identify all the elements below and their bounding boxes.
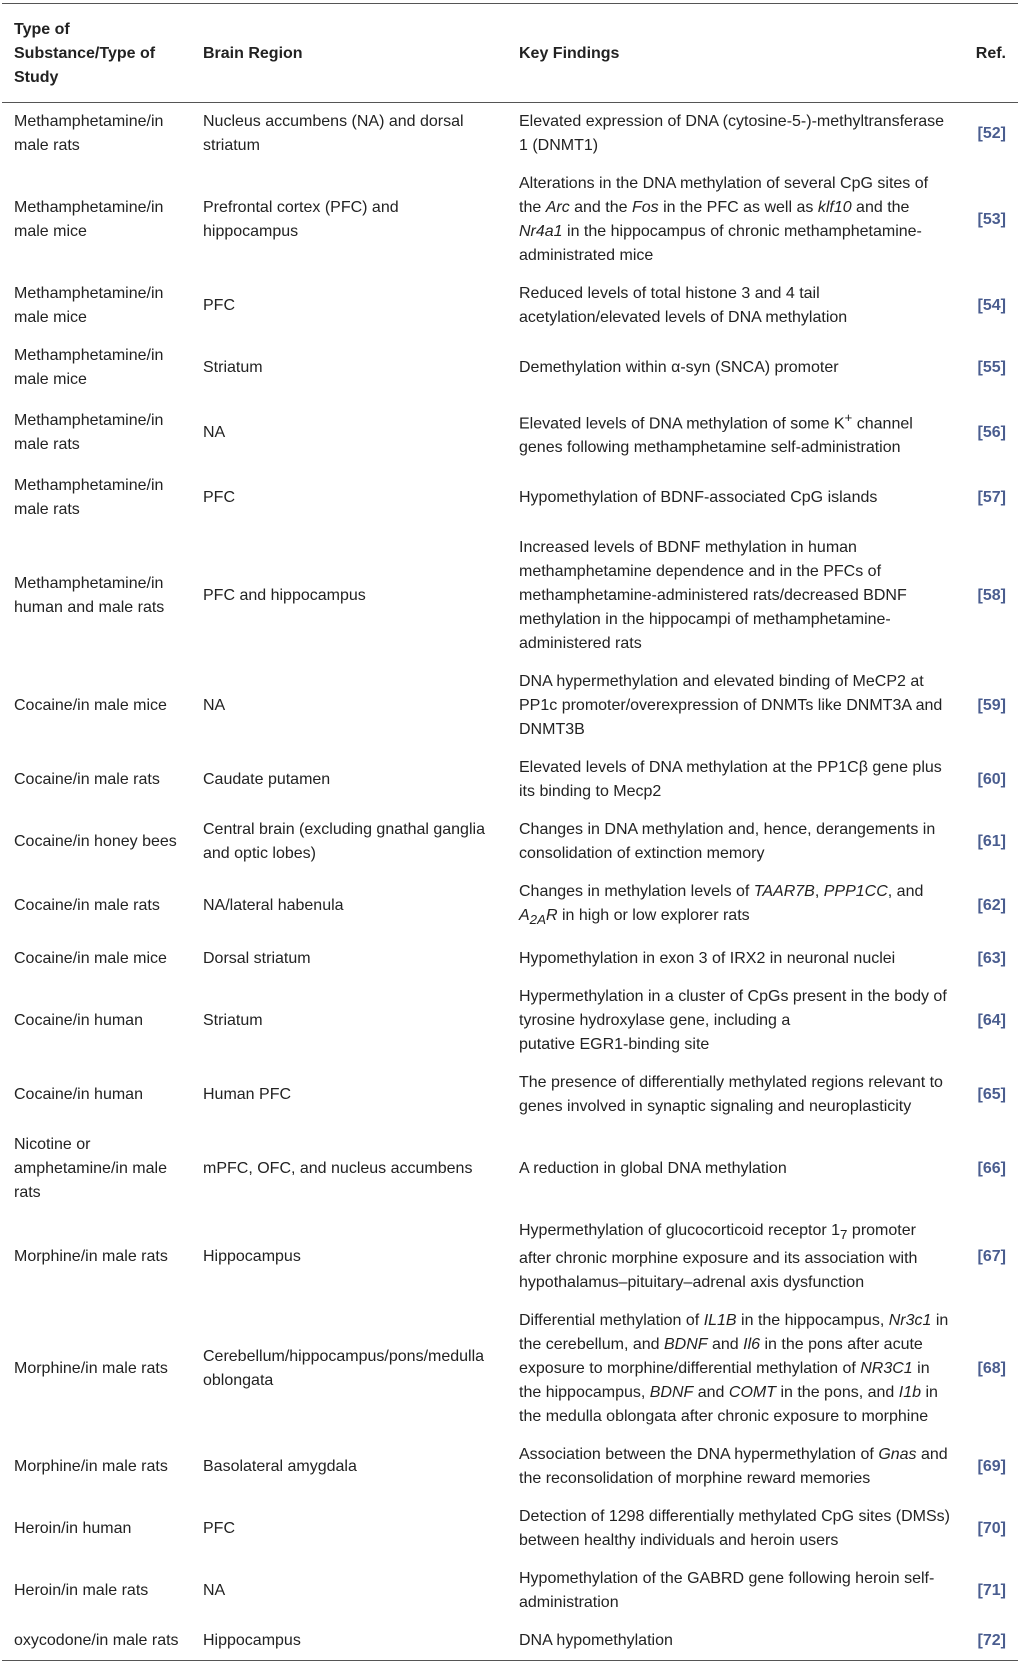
- substance-cell: Methamphetamine/in male rats: [14, 113, 164, 154]
- table-row: [2, 1212, 1018, 1302]
- substance-cell: Nicotine or amphetamine/in male rats: [14, 1135, 167, 1201]
- findings-cell: Elevated levels of DNA methylation of some K+ channel genes following methamphetamine self-administration: [519, 410, 913, 457]
- gene-name: Fos: [631, 199, 659, 216]
- table-row: [2, 1126, 1018, 1212]
- substance-cell: Cocaine/in male mice: [14, 949, 167, 967]
- table-row: [2, 1064, 1018, 1126]
- substance-cell: Cocaine/in honey bees: [14, 833, 177, 851]
- findings-cell: The presence of differentially methylated regions relevant to genes involved in synaptic signaling and neuroplasticity: [519, 1073, 943, 1115]
- header-region: Brain Region: [191, 4, 507, 103]
- region-cell: Human PFC: [203, 1085, 292, 1103]
- table-row: [2, 103, 1018, 166]
- region-cell: NA: [203, 697, 226, 715]
- ref-link[interactable]: [57]: [977, 489, 1006, 507]
- ref-link[interactable]: [61]: [977, 833, 1006, 851]
- region-cell: PFC: [203, 297, 235, 314]
- substance-cell: Cocaine/in human: [14, 1085, 143, 1103]
- gene-name: Nr3c1: [888, 1311, 932, 1329]
- findings-cell: DNA hypomethylation: [519, 1631, 673, 1649]
- table-row: [2, 399, 1018, 467]
- gene-name: Il6: [743, 1335, 761, 1353]
- region-cell: Central brain (excluding gnathal ganglia and optic lobes): [203, 821, 485, 863]
- table-row: [2, 1560, 1018, 1622]
- findings-cell: Hypermethylation of glucocorticoid receptor $1_7$ promoter after chronic morphine exposure and its association with hypothalamus–pituitary–adrenal axis dysfunction: [519, 1221, 918, 1291]
- substance-cell: Heroin/in human: [14, 1519, 132, 1537]
- region-cell: Basolateral amygdala: [203, 1457, 357, 1475]
- findings-cell: Changes in methylation levels of TAAR7B, PPP1CC, and $A_{2A}R$ in high or low explorer rats: [519, 883, 924, 928]
- table-row: [2, 1622, 1018, 1661]
- gene-name: Gnas: [878, 1445, 917, 1463]
- region-cell: Striatum: [203, 359, 263, 376]
- gene-name: klf10: [817, 199, 852, 216]
- gene-name: Arc: [545, 199, 570, 216]
- substance-cell: Heroin/in male rats: [14, 1581, 149, 1599]
- ref-link[interactable]: [67]: [977, 1247, 1006, 1265]
- region-cell: Hippocampus: [203, 1631, 301, 1649]
- gene-name: BDNF: [649, 1383, 694, 1401]
- region-cell: Striatum: [203, 1011, 263, 1029]
- ref-link[interactable]: [59]: [977, 697, 1006, 715]
- substance-cell: Methamphetamine/in male mice: [14, 347, 164, 388]
- ref-link[interactable]: [55]: [977, 359, 1006, 376]
- findings-cell: Elevated expression of DNA (cytosine-5-)-methyltransferase 1 (DNMT1): [519, 113, 945, 154]
- table-row: [2, 940, 1018, 978]
- findings-cell: Elevated levels of DNA methylation at the PP1Cβ gene plus its binding to Mecp2: [519, 759, 942, 801]
- gene-name: IL1B: [703, 1311, 737, 1329]
- substance-cell: Morphine/in male rats: [14, 1457, 168, 1475]
- findings-cell: Increased levels of BDNF methylation in human methamphetamine dependence and in the PFCs of methamphetamine-administered rats/decreased BDNF methylation in the hippocampi of methamphetamine-administered rats: [519, 539, 907, 653]
- substance-cell: Morphine/in male rats: [14, 1247, 168, 1265]
- table-row: [2, 749, 1018, 811]
- ref-link[interactable]: [56]: [977, 424, 1006, 442]
- region-cell: Caudate putamen: [203, 771, 331, 789]
- gene-name: $A_{2A}R$: [519, 907, 558, 928]
- table-row: [2, 1436, 1018, 1498]
- header-ref: Ref.: [960, 4, 1018, 103]
- ref-link[interactable]: [65]: [977, 1085, 1006, 1103]
- table-row: [2, 811, 1018, 873]
- ref-link[interactable]: [60]: [977, 771, 1006, 789]
- findings-cell: Changes in DNA methylation and, hence, derangements in consolidation of extinction memory: [519, 821, 936, 863]
- ref-link[interactable]: [69]: [977, 1457, 1006, 1475]
- substance-cell: Cocaine/in human: [14, 1011, 143, 1029]
- substance-cell: Methamphetamine/in human and male rats: [14, 575, 165, 617]
- findings-cell: Demethylation within α-syn (SNCA) promoter: [519, 359, 839, 376]
- gene-name: TAAR7B: [753, 883, 815, 901]
- region-cell: Hippocampus: [203, 1247, 301, 1265]
- region-cell: Nucleus accumbens (NA) and dorsal striatum: [203, 113, 464, 154]
- ref-link[interactable]: [63]: [977, 949, 1006, 967]
- table-row: [2, 529, 1018, 663]
- region-cell: Cerebellum/hippocampus/pons/medulla oblongata: [203, 1347, 485, 1389]
- findings-cell: Detection of 1298 differentially methylated CpG sites (DMSs) between healthy individuals and heroin users: [519, 1507, 951, 1549]
- ref-link[interactable]: [52]: [977, 125, 1006, 142]
- gene-name: Nr4a1: [519, 223, 563, 240]
- substance-cell: oxycodone/in male rats: [14, 1631, 179, 1649]
- table-row: [2, 467, 1018, 529]
- substance-cell: Methamphetamine/in male rats: [14, 412, 164, 454]
- table-row: [2, 1498, 1018, 1560]
- region-cell: Dorsal striatum: [203, 949, 311, 967]
- findings-cell: A reduction in global DNA methylation: [519, 1159, 787, 1177]
- table-row: [2, 337, 1018, 399]
- region-cell: PFC: [203, 489, 235, 507]
- gene-name: PPP1CC: [823, 883, 888, 901]
- table-row: [2, 873, 1018, 939]
- ref-link[interactable]: [54]: [977, 297, 1006, 314]
- gene-name: I1b: [898, 1383, 922, 1401]
- region-cell: Prefrontal cortex (PFC) and hippocampus: [203, 199, 399, 240]
- substance-cell: Methamphetamine/in male mice: [14, 285, 164, 326]
- findings-cell: Reduced levels of total histone 3 and 4 tail acetylation/elevated levels of DNA methylation: [519, 285, 848, 326]
- ref-link[interactable]: [68]: [977, 1359, 1006, 1377]
- substance-cell: Cocaine/in male mice: [14, 697, 167, 715]
- ref-link[interactable]: [64]: [977, 1011, 1006, 1029]
- ref-link[interactable]: [66]: [977, 1159, 1006, 1177]
- region-cell: PFC and hippocampus: [203, 587, 366, 605]
- substance-cell: Cocaine/in male rats: [14, 897, 160, 915]
- table-row: [2, 978, 1018, 1064]
- region-cell: NA/lateral habenula: [203, 897, 344, 915]
- methylation-table: [2, 3, 1018, 1661]
- substance-cell: Morphine/in male rats: [14, 1359, 168, 1377]
- findings-cell: Hypermethylation in a cluster of CpGs present in the body of tyrosine hydroxylase gene, including a putative EGR1-binding site: [519, 987, 947, 1053]
- gene-name: COMT: [728, 1383, 777, 1401]
- substance-cell: Methamphetamine/in male rats: [14, 477, 164, 519]
- findings-cell: Hypomethylation of BDNF-associated CpG islands: [519, 489, 878, 507]
- findings-cell: Hypomethylation of the GABRD gene following heroin self-administration: [519, 1569, 935, 1611]
- findings-cell: Hypomethylation in exon 3 of IRX2 in neuronal nuclei: [519, 949, 896, 967]
- findings-cell: Alterations in the DNA methylation of several CpG sites of the Arc and the Fos in the PFC as well as klf10 and the Nr4a1 in the hippocampus of chronic methamphetamine-administrated mice: [519, 175, 929, 264]
- region-cell: NA: [203, 1581, 226, 1599]
- table-row: [2, 165, 1018, 275]
- header-row: [2, 4, 1018, 103]
- ref-link[interactable]: [53]: [977, 211, 1006, 228]
- gene-name: NR3C1: [860, 1359, 913, 1377]
- ref-link[interactable]: [72]: [977, 1631, 1006, 1649]
- gene-name: BDNF: [663, 1335, 708, 1353]
- region-cell: PFC: [203, 1519, 235, 1537]
- ref-link[interactable]: [62]: [977, 897, 1006, 915]
- table-row: [2, 1302, 1018, 1436]
- findings-cell: Association between the DNA hypermethylation of Gnas and the reconsolidation of morphine reward memories: [519, 1445, 948, 1487]
- table-row: [2, 275, 1018, 337]
- header-findings: Key Findings: [507, 4, 960, 103]
- findings-cell: Differential methylation of IL1B in the hippocampus, Nr3c1 in the cerebellum, and BDNF and Il6 in the pons after acute exposure to morphine/differential methylation of NR3C1 in the hippocampus, BDNF and COMT in the pons, and I1b in the medulla oblongata after chronic exposure to morphine: [519, 1311, 949, 1425]
- table-row: [2, 663, 1018, 749]
- ref-link[interactable]: [58]: [977, 587, 1006, 605]
- findings-cell: DNA hypermethylation and elevated binding of MeCP2 at PP1c promoter/overexpression of DNMTs like DNMT3A and DNMT3B: [519, 673, 943, 739]
- region-cell: NA: [203, 424, 226, 442]
- substance-cell: Cocaine/in male rats: [14, 771, 160, 789]
- region-cell: mPFC, OFC, and nucleus accumbens: [203, 1159, 473, 1177]
- ref-link[interactable]: [71]: [977, 1581, 1006, 1599]
- ref-link[interactable]: [70]: [977, 1519, 1006, 1537]
- substance-cell: Methamphetamine/in male mice: [14, 199, 164, 240]
- header-substance: Type of Substance/Type of Study: [2, 4, 191, 103]
